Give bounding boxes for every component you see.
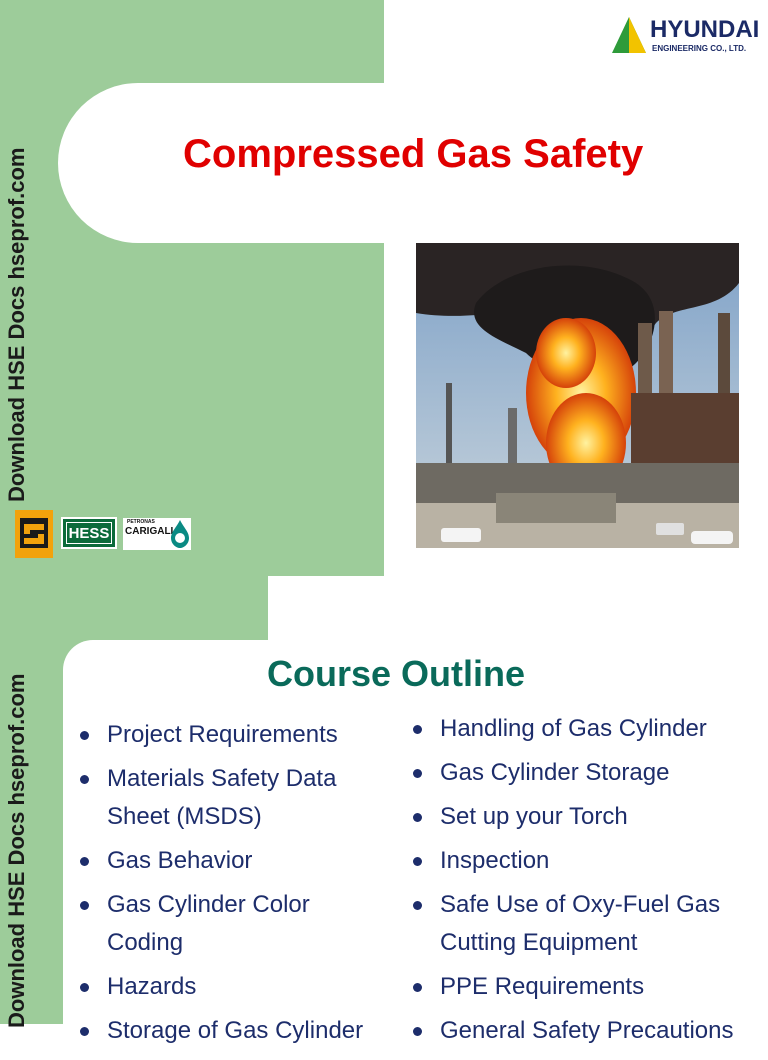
list-item: Gas Cylinder Storage <box>413 754 758 792</box>
watermark-side-text-2: Download HSE Docs hseprof.com <box>4 673 29 1028</box>
list-item: Gas Behavior <box>80 842 380 880</box>
petronas-text: PETRONAS <box>127 519 155 525</box>
list-item: Materials Safety Data Sheet (MSDS) <box>80 760 380 836</box>
watermark-side-text: Download HSE Docs hseprof.com <box>4 147 29 502</box>
list-item: General Safety Precautions <box>413 1012 758 1050</box>
list-item: Inspection <box>413 842 758 880</box>
list-item: Hazards <box>80 968 380 1006</box>
list-item: Gas Cylinder Color Coding <box>80 886 380 962</box>
list-item: Project Requirements <box>80 716 380 754</box>
hess-logo-text: HESS <box>68 525 110 542</box>
slide-2 <box>0 576 768 1044</box>
sonatrach-logo <box>15 510 53 558</box>
hess-logo <box>61 517 117 549</box>
list-item: Safe Use of Oxy-Fuel Gas Cutting Equipment <box>413 886 758 962</box>
refinery-fire-photo <box>416 243 739 548</box>
hyundai-logo-name: HYUNDAI <box>650 16 760 43</box>
list-item: Handling of Gas Cylinder <box>413 710 758 748</box>
petronas-emblem-icon <box>171 520 189 548</box>
course-outline-heading: Course Outline <box>266 653 526 694</box>
outline-list-right <box>413 710 758 1056</box>
list-item: Set up your Torch <box>413 798 758 836</box>
carigali-text: CARIGALI <box>125 526 174 537</box>
petronas-carigali-logo <box>123 518 191 550</box>
hyundai-logo-subtitle: ENGINEERING CO., LTD. <box>652 44 747 53</box>
slide-title: Compressed Gas Safety <box>183 132 644 176</box>
outline-list-left <box>80 716 380 1056</box>
hyundai-triangle-icon <box>612 17 646 53</box>
list-item: Storage of Gas Cylinder <box>80 1012 380 1050</box>
hyundai-logo <box>612 16 760 57</box>
list-item: PPE Requirements <box>413 968 758 1006</box>
